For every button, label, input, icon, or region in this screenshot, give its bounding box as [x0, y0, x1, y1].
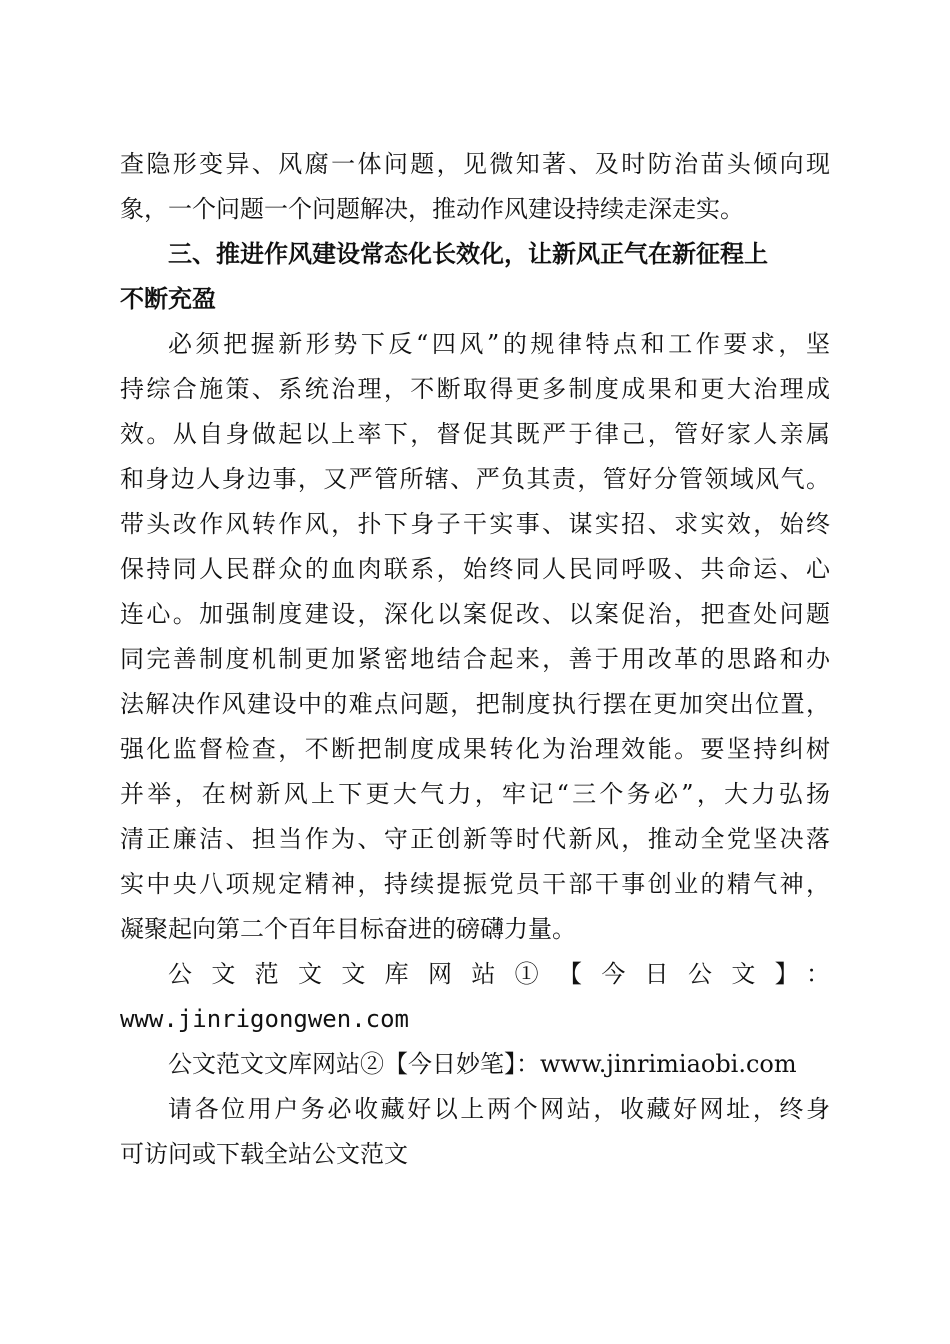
site-note-2[interactable]: 公文范文文库网站②【今日妙笔】：www.jinrimiaobi.com [168, 1050, 797, 1078]
reminder-line: 请各位用户务必收藏好以上两个网站，收藏好网址，终身 [168, 1095, 830, 1123]
paragraph-line: 查隐形变异、风腐一体问题，见微知著、及时防治苗头倾向现 [120, 150, 830, 178]
paragraph-line: 和身边人身边事，又严管所辖、严负其责，管好分管领域风气。 [120, 465, 830, 493]
section-heading: 三、推进作风建设常态化长效化，让新风正气在新征程上 [168, 240, 768, 268]
section-heading-continued: 不断充盈 [120, 285, 216, 313]
site-url-1[interactable]: www.jinrigongwen.com [120, 1005, 409, 1033]
reminder-line: 可访问或下载全站公文范文 [120, 1140, 408, 1168]
site-note-1: 公文范文文库网站①【今日公文】： [168, 960, 830, 988]
paragraph-line: 实中央八项规定精神，持续提振党员干部干事创业的精气神， [120, 870, 830, 898]
paragraph-line: 象，一个问题一个问题解决，推动作风建设持续走深走实。 [120, 195, 744, 223]
paragraph-line: 必须把握新形势下反“四风”的规律特点和工作要求，坚 [168, 330, 830, 358]
paragraph-line: 持综合施策、系统治理，不断取得更多制度成果和更大治理成 [120, 375, 830, 403]
paragraph-line: 法解决作风建设中的难点问题，把制度执行摆在更加突出位置， [120, 690, 830, 718]
paragraph-line: 清正廉洁、担当作为、守正创新等时代新风，推动全党坚决落 [120, 825, 830, 853]
paragraph-line: 同完善制度机制更加紧密地结合起来，善于用改革的思路和办 [120, 645, 830, 673]
paragraph-line: 连心。加强制度建设，深化以案促改、以案促治，把查处问题 [120, 600, 830, 628]
paragraph-line: 保持同人民群众的血肉联系，始终同人民同呼吸、共命运、心 [120, 555, 830, 583]
paragraph-line: 效。从自身做起以上率下，督促其既严于律己，管好家人亲属 [120, 420, 830, 448]
paragraph-line: 凝聚起向第二个百年目标奋进的磅礴力量。 [120, 915, 576, 943]
paragraph-line: 并举，在树新风上下更大气力，牢记“三个务必”，大力弘扬 [120, 780, 830, 808]
paragraph-line: 强化监督检查，不断把制度成果转化为治理效能。要坚持纠树 [120, 735, 830, 763]
paragraph-line: 带头改作风转作风，扑下身子干实事、谋实招、求实效，始终 [120, 510, 830, 538]
